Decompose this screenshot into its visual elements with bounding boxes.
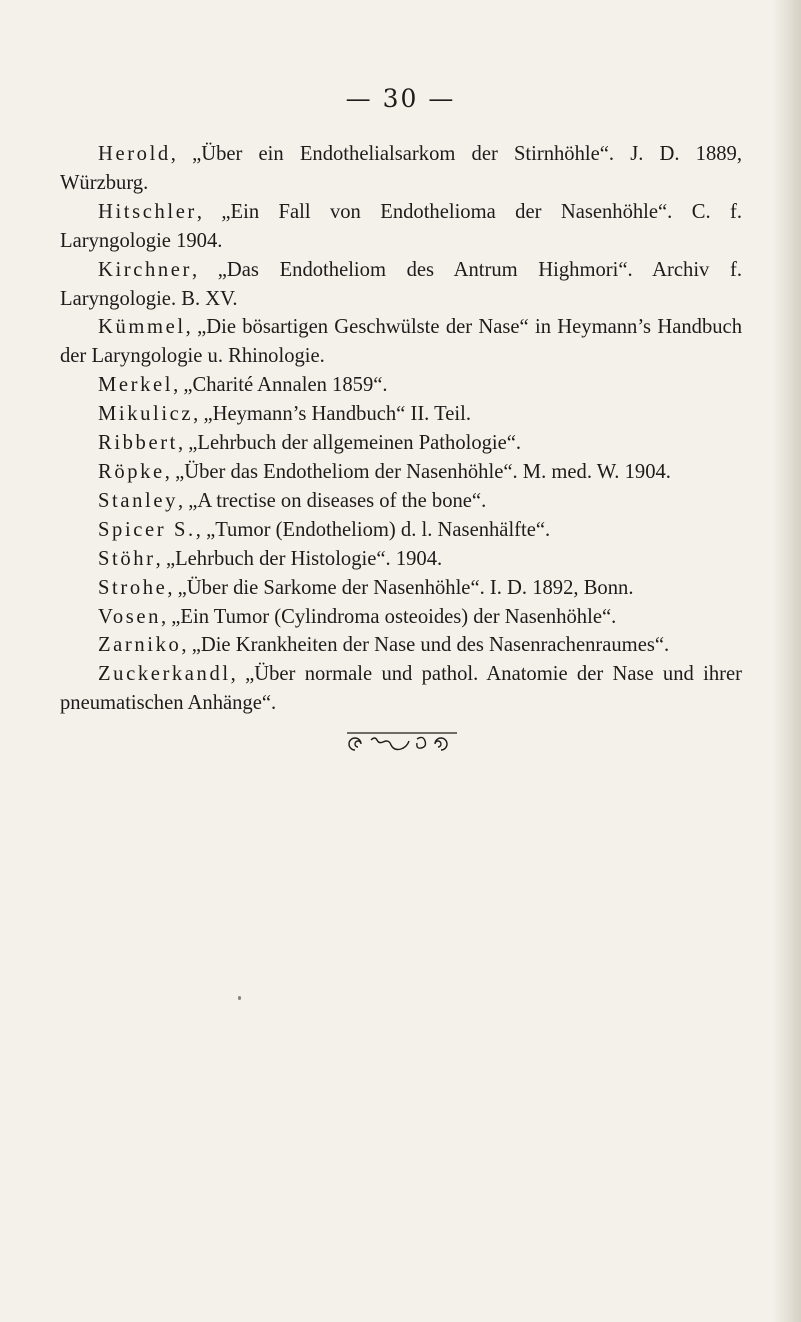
entry-author: Strohe — [98, 576, 168, 599]
bibliography-entry — [60, 603, 742, 632]
entry-text: , „Charité Annalen 1859“. — [173, 374, 388, 397]
entry-author: Merkel — [98, 374, 174, 397]
entry-author: Kümmel — [98, 316, 186, 339]
entry-text: , „Lehrbuch der allgemeinen Pathologie“. — [177, 432, 522, 455]
paper-speck — [238, 996, 241, 1000]
bibliography-entry — [60, 458, 742, 487]
bibliography-entry — [60, 400, 742, 429]
page-number: — 30 — — [345, 84, 456, 113]
bibliography-entry — [60, 545, 742, 574]
entry-author: Stanley — [98, 489, 178, 512]
bibliography-entry — [60, 256, 742, 314]
entry-text: , „Die bösartigen Geschwülste der Nase“ in Heymann’s Handbuch der Laryngologie u. Rhinologie. — [60, 316, 742, 368]
page-edge-shadow — [773, 0, 801, 1322]
entry-author: Kirchner — [98, 258, 192, 281]
bibliography-entry — [60, 198, 742, 256]
entry-author: Röpke — [98, 460, 165, 483]
bibliography-entry — [60, 516, 742, 545]
entry-text: , „A trectise on diseases of the bone“. — [177, 489, 487, 512]
bibliography-entry — [60, 487, 742, 516]
bibliography-entry — [60, 429, 742, 458]
entry-author: Mikulicz — [98, 403, 194, 426]
entry-text: , „Tumor (Endotheliom) d. l. Nasenhälfte“. — [195, 518, 551, 541]
entry-text: , „Über normale und pathol. Anatomie der Nase und ihrer pneumatischen Anhänge“. — [60, 663, 742, 715]
entry-author: Zuckerkandl — [98, 663, 231, 686]
bibliography-entry — [60, 313, 742, 371]
entry-text: , „Ein Fall von Endothelioma der Nasenhöhle“. C. f. Laryngologie 1904. — [60, 200, 742, 252]
bibliography-entry — [60, 371, 742, 400]
entry-author: Stöhr — [98, 547, 156, 570]
bibliography-entry — [60, 574, 742, 603]
end-ornament-icon — [341, 730, 461, 760]
entry-text: , „Über ein Endothelialsarkom der Stirnhöhle“. J. D. 1889, Würzburg. — [60, 143, 742, 194]
entry-author: Ribbert — [98, 432, 178, 455]
bibliography-list — [60, 140, 742, 718]
entry-author: Vosen — [98, 605, 161, 628]
bibliography-entry — [60, 660, 742, 718]
entry-author: Hitschler — [98, 200, 197, 223]
entry-text: , „Das Endotheliom des Antrum Highmori“. Archiv f. Laryngologie. B. XV. — [60, 258, 742, 310]
entry-text: , „Heymann’s Handbuch“ II. Teil. — [193, 403, 471, 426]
entry-text: , „Über die Sarkome der Nasenhöhle“. I. D. 1892, Bonn. — [167, 576, 634, 599]
entry-author: Spicer S. — [98, 518, 196, 541]
entry-text: , „Ein Tumor (Cylindroma osteoides) der Nasenhöhle“. — [160, 605, 617, 628]
entry-author: Zarniko — [98, 634, 182, 657]
bibliography-entry — [60, 140, 742, 198]
entry-author: Herold — [98, 143, 171, 165]
entry-text: , „Die Krankheiten der Nase und des Nasenrachenraumes“. — [181, 634, 670, 657]
bibliography-entry — [60, 631, 742, 660]
entry-text: , „Lehrbuch der Histologie“. 1904. — [155, 547, 443, 570]
entry-text: , „Über das Endotheliom der Nasenhöhle“. M. med. W. 1904. — [164, 460, 671, 483]
